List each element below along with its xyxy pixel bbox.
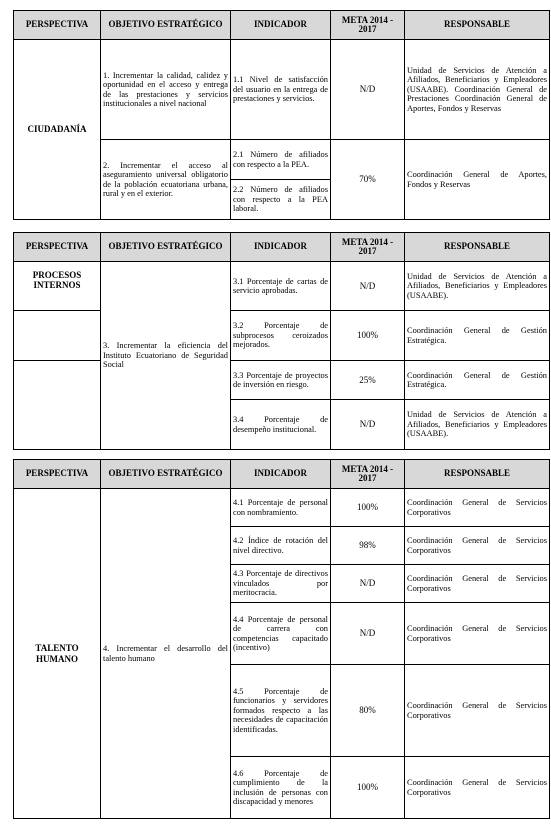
objetivo-cell: 4. Incrementar el desarrollo del talento humano [101, 489, 231, 819]
header-responsable: RESPONSABLE [405, 233, 550, 262]
indicador-cell: 4.4 Porcentaje de personal de carrera con competencias capacitado (incentivo) [231, 603, 331, 665]
perspectiva-cell: PROCESOS INTERNOS [14, 262, 101, 311]
header-objetivo: OBJETIVO ESTRATÉGICO [101, 233, 231, 262]
indicador-cell: 4.3 Porcentaje de directivos vinculados por meritocracia. [231, 565, 331, 603]
meta-cell: 70% [331, 140, 405, 220]
header-perspectiva: PERSPECTIVA [14, 460, 101, 489]
responsable-cell: Unidad de Servicios de Atención a Afiliados, Beneficiarios y Empleadores (USAABE). [405, 400, 550, 450]
header-responsable: RESPONSABLE [405, 460, 550, 489]
meta-cell: N/D [331, 400, 405, 450]
table-ciudadania [13, 10, 550, 220]
meta-cell: N/D [331, 603, 405, 665]
indicador-cell: 3.2 Porcentaje de subprocesos ceroizados mejorados. [231, 311, 331, 361]
objetivo-cell: 3. Incrementar la eficiencia del Instituto Ecuatoriano de Seguridad Social [101, 262, 231, 450]
indicador-cell: 4.5 Porcentaje de funcionarios y servidores formados respecto a las necesidades de capacitación identificadas. [231, 665, 331, 757]
header-meta: META 2014 - 2017 [331, 11, 405, 40]
indicador-cell: 1.1 Nivel de satisfacción del usuario en la entrega de prestaciones y servicios. [231, 40, 331, 140]
header-meta: META 2014 - 2017 [331, 233, 405, 262]
header-objetivo: OBJETIVO ESTRATÉGICO [101, 460, 231, 489]
objetivo-cell: 1. Incrementar la calidad, calidez y oportunidad en el acceso y entrega de las prestaciones y servicios institucionales a nivel nacional [101, 40, 231, 140]
responsable-cell: Coordinación General de Servicios Corporativos [405, 489, 550, 527]
perspectiva-cell: CIUDADANÍA [14, 40, 101, 220]
indicador-cell: 3.3 Porcentaje de proyectos de inversión en riesgo. [231, 361, 331, 400]
indicador-cell: 3.4 Porcentaje de desempeño institucional. [231, 400, 331, 450]
header-indicador: INDICADOR [231, 11, 331, 40]
header-meta: META 2014 - 2017 [331, 460, 405, 489]
meta-cell: N/D [331, 40, 405, 140]
empty-cell [14, 311, 101, 361]
responsable-cell: Coordinación General de Aportes, Fondos y Reservas [405, 140, 550, 220]
indicador-cell: 4.6 Porcentaje de cumplimiento de la inclusión de personas con discapacidad y menores [231, 757, 331, 819]
meta-cell: N/D [331, 262, 405, 311]
header-indicador: INDICADOR [231, 233, 331, 262]
responsable-cell: Coordinación General de Gestión Estratégica. [405, 361, 550, 400]
indicador-cell: 2.1 Número de afiliados con respecto a la PEA. [231, 140, 331, 180]
header-perspectiva: PERSPECTIVA [14, 233, 101, 262]
header-responsable: RESPONSABLE [405, 11, 550, 40]
meta-cell: 80% [331, 665, 405, 757]
responsable-cell: Unidad de Servicios de Atención a Afiliados, Beneficiarios y Empleadores (USAABE). Coordinación General de Prestaciones Coordinación General de Aportes, Fondos y Reservas [405, 40, 550, 140]
responsable-cell: Coordinación General de Servicios Corporativos [405, 527, 550, 565]
indicador-cell: 4.2 Índice de rotación del nivel directivo. [231, 527, 331, 565]
meta-cell: N/D [331, 565, 405, 603]
responsable-cell: Coordinación General de Gestión Estratégica. [405, 311, 550, 361]
header-indicador: INDICADOR [231, 460, 331, 489]
empty-cell [14, 361, 101, 450]
perspectiva-cell: TALENTO HUMANO [14, 489, 101, 819]
meta-cell: 25% [331, 361, 405, 400]
header-objetivo: OBJETIVO ESTRATÉGICO [101, 11, 231, 40]
meta-cell: 100% [331, 311, 405, 361]
objetivo-cell: 2. Incrementar el acceso al aseguramiento universal obligatorio de la población ecuatoriana urbana, rural y en el exterior. [101, 140, 231, 220]
header-perspectiva: PERSPECTIVA [14, 11, 101, 40]
table-talento-humano [13, 459, 550, 819]
meta-cell: 100% [331, 489, 405, 527]
indicador-cell: 4.1 Porcentaje de personal con nombramiento. [231, 489, 331, 527]
responsable-cell: Unidad de Servicios de Atención a Afiliados, Beneficiarios y Empleadores (USAABE). [405, 262, 550, 311]
indicador-cell: 2.2 Número de afiliados con respecto a la PEA laboral. [231, 180, 331, 220]
meta-cell: 100% [331, 757, 405, 819]
indicador-cell: 3.1 Porcentaje de cartas de servicio aprobadas. [231, 262, 331, 311]
table-procesos-internos [13, 232, 550, 450]
responsable-cell: Coordinación General de Servicios Corporativos [405, 665, 550, 757]
responsable-cell: Coordinación General de Servicios Corporativos [405, 603, 550, 665]
meta-cell: 98% [331, 527, 405, 565]
responsable-cell: Coordinación General de Servicios Corporativos [405, 757, 550, 819]
responsable-cell: Coordinación General de Servicios Corporativos [405, 565, 550, 603]
